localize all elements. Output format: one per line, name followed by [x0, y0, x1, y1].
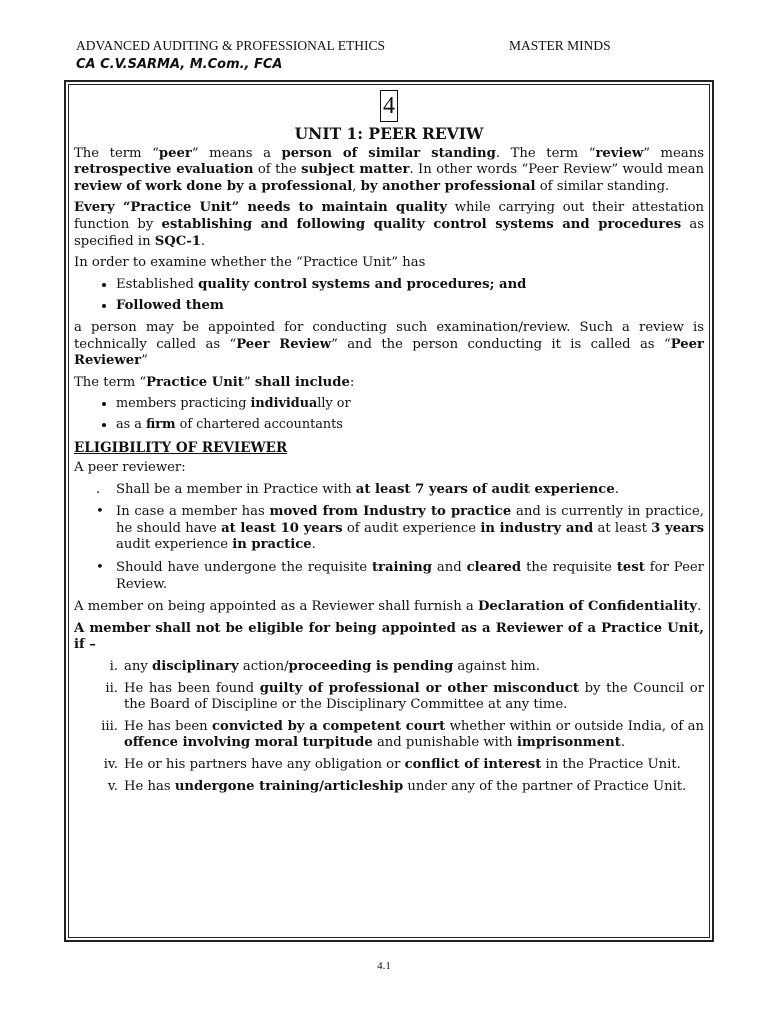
bold-run: in practice — [232, 537, 312, 553]
item-text — [124, 757, 704, 774]
item-numeral: iii. — [101, 718, 118, 734]
text-run: and punishable with — [372, 735, 517, 751]
text-run: . — [614, 481, 619, 497]
bold-run: firm — [145, 416, 176, 432]
bold-run: moved from Industry to practice — [269, 504, 512, 520]
bold-run: SQC-1 — [154, 233, 201, 249]
text-run: , — [352, 178, 361, 194]
bold-run: review — [595, 145, 644, 161]
text-run: the requisite — [521, 560, 617, 576]
text-run: Established — [116, 276, 199, 292]
bold-run: undergone training/articleship — [174, 778, 404, 794]
bold-run: Followed them — [116, 298, 224, 314]
text-run: of the — [253, 162, 302, 178]
eligibility-text — [116, 560, 704, 593]
text-run: audit experience — [116, 537, 233, 553]
bold-run: by another professional — [360, 178, 536, 194]
list-item — [116, 417, 704, 434]
bold-run: peer — [158, 145, 192, 161]
list-item — [116, 396, 704, 413]
text-run: . — [311, 537, 316, 553]
chapter-number: 4 — [380, 90, 398, 122]
bold-run: at least 10 years — [221, 520, 343, 536]
eligibility-text — [116, 482, 704, 499]
bold-run: Peer Review — [236, 336, 332, 352]
ineligibility-item — [94, 757, 704, 774]
text-run: ” — [141, 353, 148, 369]
text-run: and — [431, 560, 467, 576]
text-run: ” and the person conducting it is called as “ — [331, 336, 671, 352]
bold-run: test — [616, 560, 645, 576]
paragraph-practice-unit-quality — [74, 200, 704, 250]
text-run: any — [124, 659, 152, 675]
text-run: by the Council or the Board of Discipline or the Disciplinary Committee at any time. — [124, 680, 704, 713]
text-run: . — [620, 735, 626, 751]
text-run: whether within or outside India, of an — [445, 718, 704, 734]
item-text — [124, 719, 704, 752]
item-text — [124, 779, 704, 796]
text-run: at least — [593, 520, 652, 536]
text-run: The term “ — [74, 374, 147, 390]
bold-run: convicted by a competent court — [212, 718, 446, 734]
eligibility-item — [74, 560, 704, 593]
ineligibility-item — [94, 779, 704, 796]
bold-run: guilty of professional or other misconduct — [259, 680, 579, 696]
text-run: action/ — [238, 659, 289, 675]
unit-title: UNIT 1: PEER REVIW — [294, 124, 484, 143]
item-numeral: v. — [107, 778, 118, 794]
item-text — [124, 681, 704, 714]
text-run: . The term “ — [495, 145, 596, 161]
paragraph-peer-review-term — [74, 320, 704, 370]
bold-run: Peer Reviewer — [74, 336, 704, 369]
bold-run: 3 years — [651, 520, 704, 536]
ineligibility-item — [94, 719, 704, 752]
section-heading-eligibility: ELIGIBILITY OF REVIEWER — [74, 439, 288, 456]
bold-run: review of work done by a professional — [74, 178, 353, 194]
bold-run: training — [371, 560, 432, 576]
bold-run: in industry and — [480, 520, 594, 536]
bold-run: establishing and following quality control systems and procedures — [161, 216, 682, 232]
text-run: A member on being appointed as a Reviewer shall furnish a — [74, 599, 478, 615]
text-run: . — [200, 233, 206, 249]
bold-run: Every “Practice Unit” needs to maintain quality — [74, 200, 448, 216]
text-run: ” means a — [191, 145, 282, 161]
text-run: of chartered accountants — [175, 416, 343, 432]
text-run: ” — [243, 374, 255, 390]
text-run: He has — [124, 778, 175, 794]
eligibility-item — [74, 504, 704, 554]
text-run: He has been — [124, 718, 213, 734]
eligibility-text — [116, 504, 704, 554]
item-numeral: ii. — [105, 680, 118, 696]
bold-run: disciplinary — [152, 659, 239, 675]
text-run: lly or — [317, 396, 351, 412]
page-header — [76, 38, 632, 56]
text-run: of similar standing. — [535, 178, 670, 194]
text-run: members practicing — [116, 396, 251, 412]
bold-run: Declaration of Confidentiality — [477, 599, 698, 615]
text-run: of audit experience — [342, 520, 481, 536]
text-run: Should have undergone the requisite — [116, 560, 372, 576]
list-item — [116, 298, 704, 315]
list-marker: • — [96, 560, 104, 576]
text-run: and is currently in practice, he should have — [116, 504, 704, 536]
text-run: The term “ — [74, 145, 159, 161]
item-numeral: iv. — [103, 757, 118, 772]
bold-run: shall include — [254, 374, 350, 390]
paragraph-peer-reviewer-intro: A peer reviewer: — [74, 460, 186, 476]
list-item — [116, 277, 704, 294]
document-body — [74, 90, 704, 800]
header-author: CA C.V.SARMA, M.Com., FCA — [76, 57, 283, 72]
bold-run: Practice Unit — [146, 374, 244, 390]
text-run: under any of the partner of Practice Unit. — [403, 778, 687, 794]
text-run: ” means — [643, 145, 704, 161]
text-run: . — [697, 599, 702, 615]
bullet-list-practice-unit — [74, 396, 704, 433]
eligibility-item — [74, 482, 704, 499]
paragraph-peer-definition — [74, 146, 704, 196]
bold-run: retrospective evaluation — [74, 162, 254, 178]
text-run: as a — [116, 416, 146, 432]
text-run: against him. — [453, 659, 540, 675]
list-marker: . — [96, 481, 101, 497]
ineligibility-list — [74, 659, 704, 795]
item-text — [124, 659, 704, 676]
bold-run: cleared — [466, 560, 522, 576]
bold-run: offence involving moral turpitude — [124, 735, 373, 751]
paragraph-practice-unit-include — [74, 375, 704, 392]
bold-run: ; and — [489, 276, 527, 292]
text-run: while carrying out their attestation function by — [74, 200, 705, 232]
paragraph-examine-intro: In order to examine whether the “Practice Unit” has — [74, 255, 426, 271]
bullet-list-quality — [74, 277, 704, 315]
bold-run: person of similar standing — [281, 145, 496, 161]
page-number: 4.1 — [377, 960, 391, 972]
text-run: Shall be a member in Practice with — [116, 481, 356, 497]
text-run: for Peer Review. — [116, 560, 704, 592]
text-run: as specified in — [74, 216, 704, 249]
item-numeral: i. — [109, 659, 118, 675]
text-run: a person may be appointed for conducting such examination/review. Such a review is technically called as “ — [74, 319, 704, 352]
paragraph-not-eligible — [74, 621, 704, 654]
list-marker: • — [96, 504, 104, 520]
text-run: . In other words “Peer Review” would mean — [409, 162, 704, 178]
bold-run: imprisonment — [516, 735, 621, 751]
ineligibility-item — [94, 659, 704, 676]
bold-run: at least 7 years of audit experience — [355, 481, 615, 497]
text-run: in the Practice Unit. — [541, 757, 681, 772]
bold-run: A member shall not be eligible for being appointed as a Reviewer of a Practice Unit, if – — [74, 620, 704, 653]
paragraph-declaration — [74, 599, 704, 616]
eligibility-list — [74, 482, 704, 594]
bold-run: subject matter — [301, 162, 410, 178]
bold-run: proceeding is pending — [288, 659, 454, 675]
header-course-title: ADVANCED AUDITING & PROFESSIONAL ETHICS — [76, 38, 386, 53]
bold-run: individua — [250, 396, 318, 412]
text-run: He or his partners have any obligation or — [124, 757, 405, 772]
bold-run: quality control systems and procedures — [198, 276, 490, 292]
bold-run: conflict of interest — [404, 757, 542, 772]
text-run: : — [349, 374, 355, 390]
text-run: In case a member has — [116, 504, 270, 520]
text-run: He has been found — [124, 680, 260, 696]
ineligibility-item — [94, 681, 704, 714]
header-brand: MASTER MINDS — [509, 38, 611, 53]
